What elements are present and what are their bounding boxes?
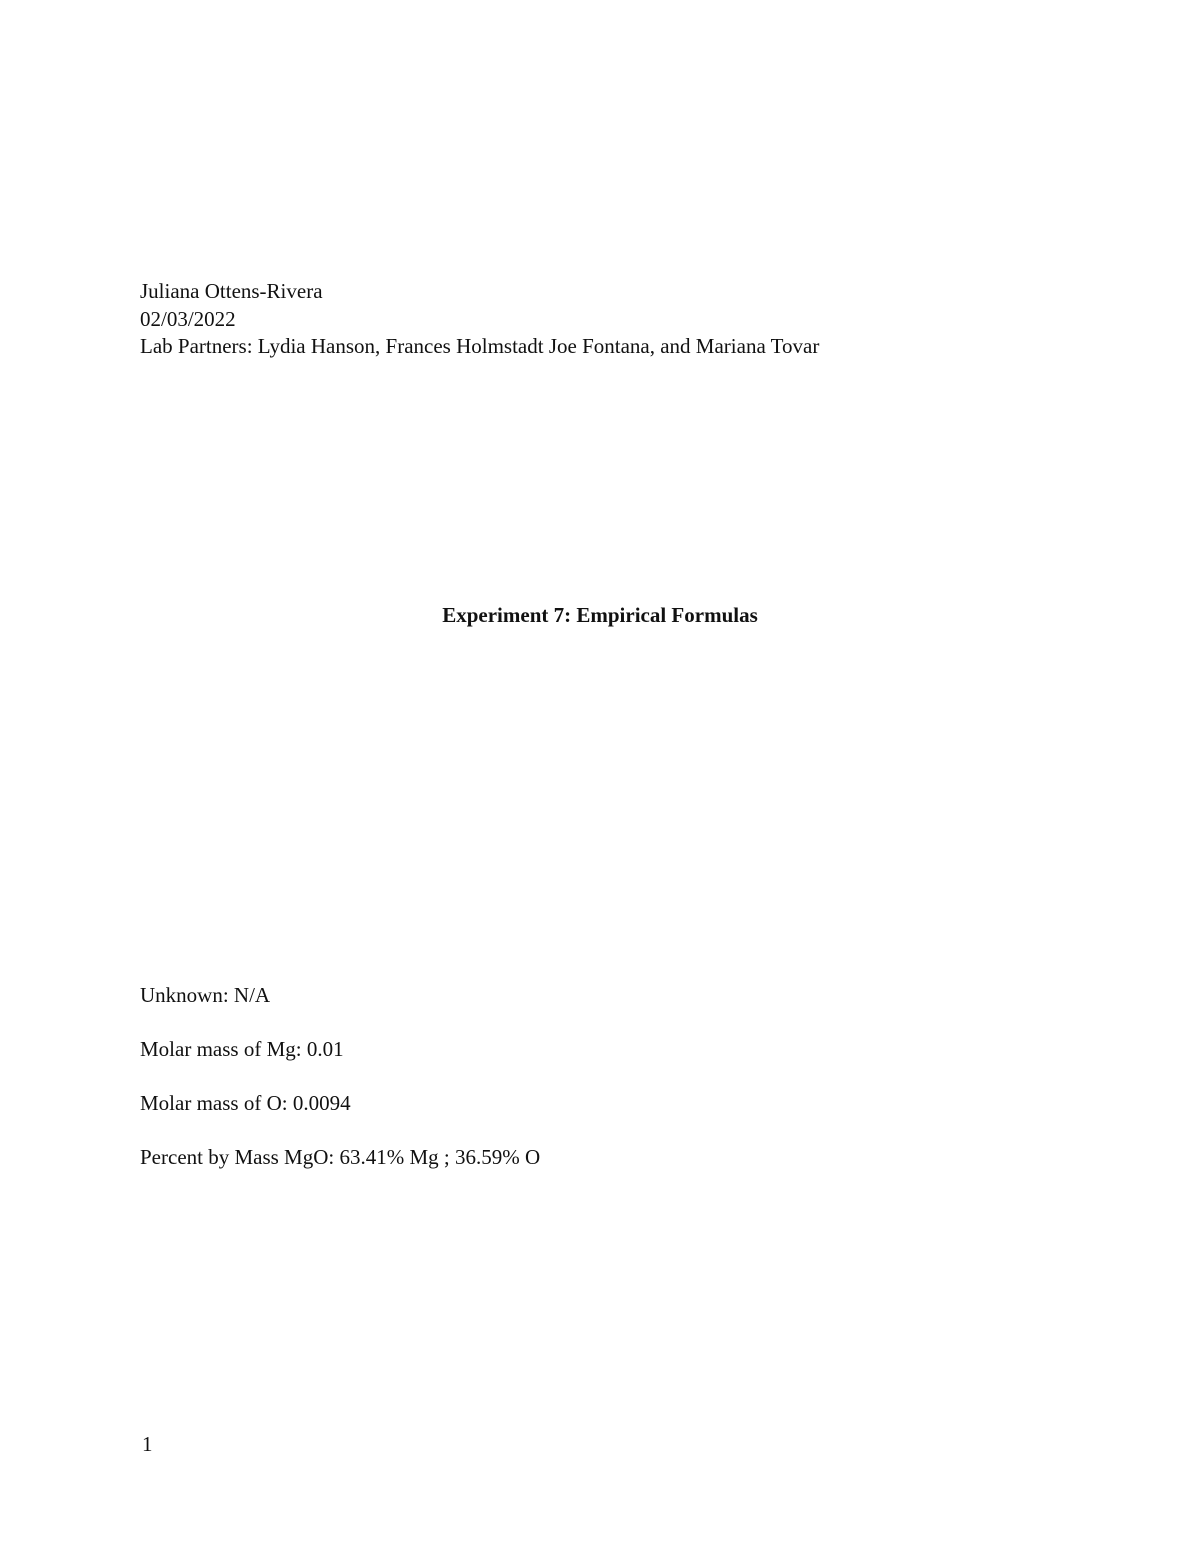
lab-partners: Lab Partners: Lydia Hanson, Frances Holmstadt Joe Fontana, and Mariana Tovar xyxy=(140,334,820,358)
molar-mass-o-line: Molar mass of O: 0.0094 xyxy=(140,1091,351,1115)
document-title: Experiment 7: Empirical Formulas xyxy=(442,603,758,627)
percent-by-mass-line: Percent by Mass MgO: 63.41% Mg ; 36.59% O xyxy=(140,1145,541,1169)
report-date: 02/03/2022 xyxy=(140,307,236,331)
unknown-line: Unknown: N/A xyxy=(140,983,271,1007)
page-number: 1 xyxy=(142,1432,153,1456)
molar-mass-mg-line: Molar mass of Mg: 0.01 xyxy=(140,1037,344,1061)
author-name: Juliana Ottens-Rivera xyxy=(140,279,323,303)
